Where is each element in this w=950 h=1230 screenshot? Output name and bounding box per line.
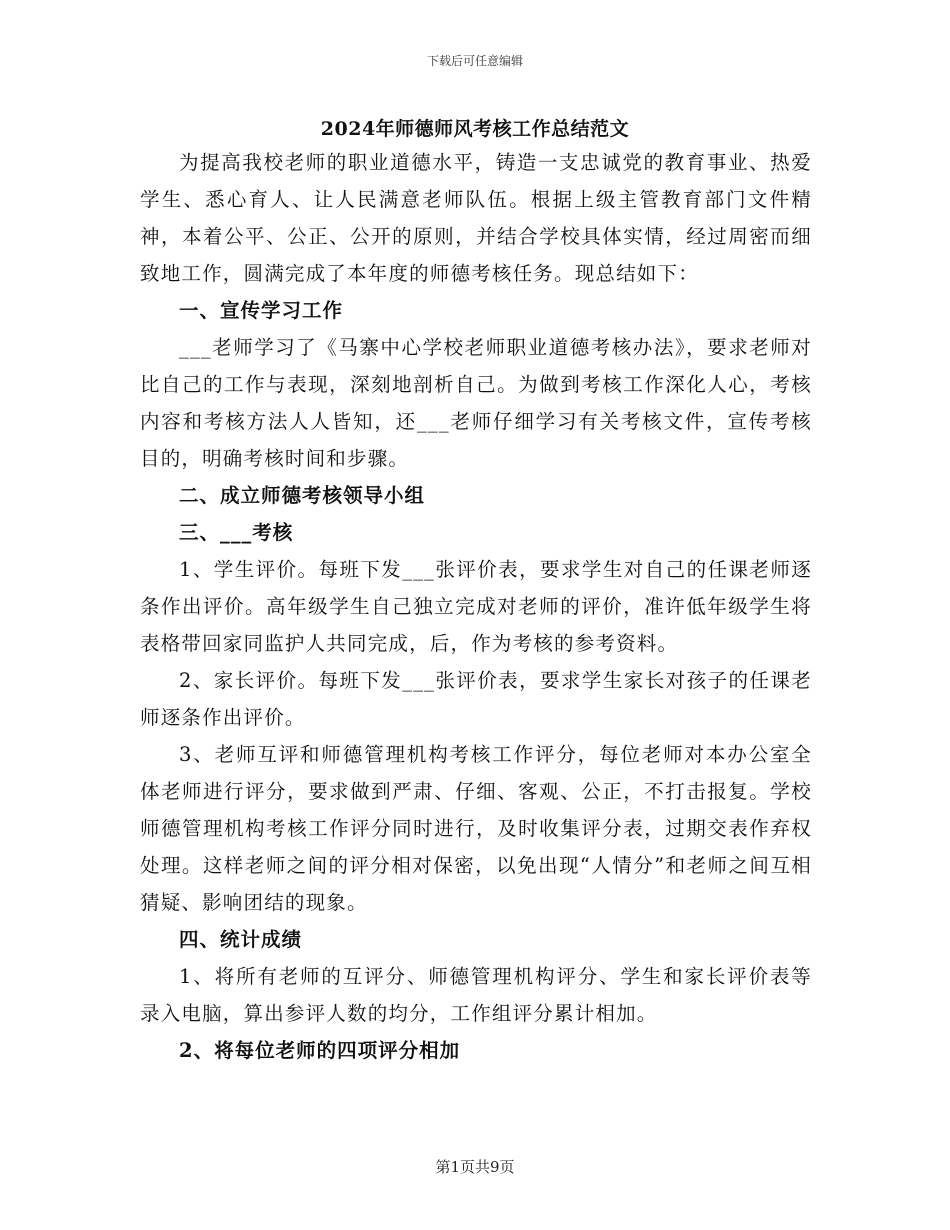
statistics-step-1-paragraph: 1、将所有老师的互评分、师德管理机构评分、学生和家长评价表等录入电脑，算出参评人数的均分，工作组评分累计相加。 — [140, 965, 812, 1025]
section-heading-assessment: 三、___考核 — [179, 521, 294, 544]
page-header-note: 下载后可任意编辑 — [426, 54, 523, 68]
peer-evaluation-paragraph: 3、老师互评和师德管理机构考核工作评分，每位老师对本办公室全体老师进行评分，要求做到严肃、仔细、客观、公正，不打击报复。学校师德管理机构考核工作评分同时进行，及时收集评分表，过期交表作弃权处理。这样老师之间的评分相对保密，以免出现“人情分”和老师之间互相猜疑、影响团结的现象。 — [140, 743, 812, 914]
document-title: 2024年师德师风考核工作总结范文 — [320, 118, 630, 140]
section-heading-leadership-group: 二、成立师德考核领导小组 — [179, 484, 426, 507]
student-evaluation-paragraph: 1、学生评价。每班下发___张评价表，要求学生对自己的任课老师逐条作出评价。高年级学生自己独立完成对老师的评价，准许低年级学生将表格带回家同监护人共同完成，后，作为考核的参考资料。 — [140, 558, 812, 655]
document-body — [140, 144, 812, 1069]
section-heading-statistics: 四、统计成绩 — [179, 928, 303, 951]
section-heading-publicity: 一、宣传学习工作 — [179, 299, 344, 322]
parent-evaluation-paragraph: 2、家长评价。每班下发___张评价表，要求学生家长对孩子的任课老师逐条作出评价。 — [140, 669, 812, 729]
statistics-step-2-heading: 2、将每位老师的四项评分相加 — [179, 1039, 461, 1062]
publicity-paragraph: ___老师学习了《马寨中心学校老师职业道德考核办法》，要求老师对比自己的工作与表现，深刻地剖析自己。为做到考核工作深化人心，考核内容和考核方法人人皆知，还___老师仔细学习有关考核文件，宣传考核目的，明确考核时间和步骤。 — [140, 336, 812, 470]
intro-paragraph: 为提高我校老师的职业道德水平，铸造一支忠诚党的教育事业、热爱学生、悉心育人、让人民满意老师队伍。根据上级主管教育部门文件精神，本着公平、公正、公开的原则，并结合学校具体实情，经过周密而细致地工作，圆满完成了本年度的师德考核任务。现总结如下： — [140, 151, 812, 285]
page-number-footer: 第1页共9页 — [435, 1158, 515, 1176]
